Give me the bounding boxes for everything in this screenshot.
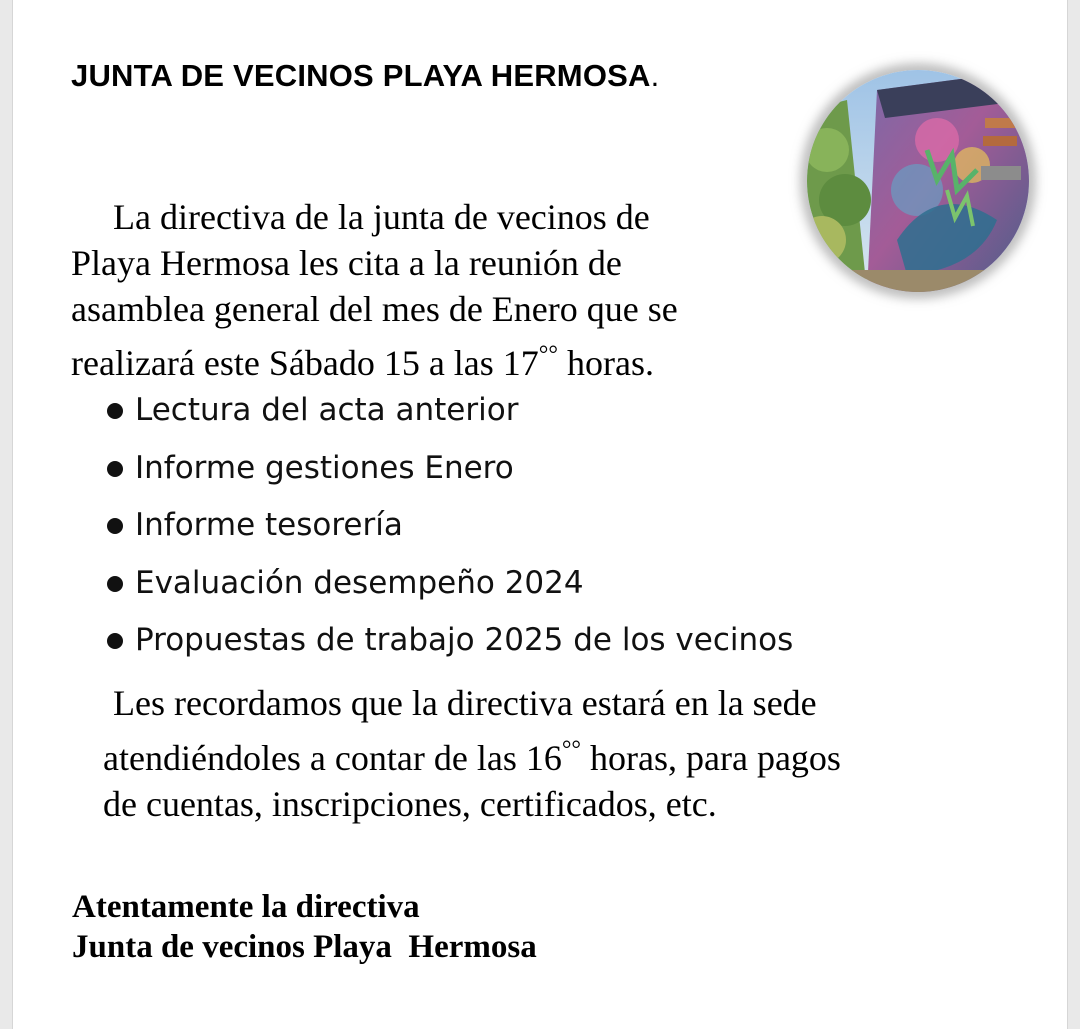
agenda-item — [105, 440, 793, 498]
document-title — [71, 58, 659, 94]
bullet-icon — [107, 403, 123, 419]
reminder-time-superscript: °° — [561, 736, 582, 763]
reminder-paragraph — [103, 680, 1003, 828]
intro-line-4 — [71, 332, 811, 386]
reminder-line-2 — [103, 727, 1003, 782]
intro-line-4-end: horas. — [558, 343, 654, 383]
agenda-item-label: Lectura del acta anterior — [135, 392, 519, 428]
bullet-icon — [107, 576, 123, 592]
intro-line-1: La directiva de la junta de vecinos de — [113, 197, 650, 237]
agenda-item — [105, 555, 793, 613]
intro-line-2: Playa Hermosa les cita a la reunión de — [71, 243, 622, 283]
title-text: JUNTA DE VECINOS PLAYA HERMOSA — [71, 58, 651, 93]
agenda-item-label: Informe tesorería — [135, 507, 403, 543]
bullet-icon — [107, 518, 123, 534]
signature-line-1: Atentamente la directiva — [72, 889, 420, 925]
agenda-list — [105, 382, 793, 670]
bullet-icon — [107, 633, 123, 649]
agenda-item — [105, 497, 793, 555]
intro-line-4-text: realizará este Sábado 15 a las 17 — [71, 343, 539, 383]
reminder-line-2-text: atendiéndoles a contar de las 16 — [103, 737, 562, 778]
bullet-icon — [107, 461, 123, 477]
agenda-item — [105, 382, 793, 440]
reminder-line-1: Les recordamos que la directiva estará en la sede — [113, 683, 817, 723]
agenda-item-label: Evaluación desempeño 2024 — [135, 564, 584, 601]
mural-image-icon — [807, 70, 1029, 292]
intro-paragraph — [71, 194, 811, 386]
document-page — [12, 0, 1068, 1029]
agenda-item — [105, 612, 793, 670]
reminder-line-2-end: horas, para pagos — [581, 737, 841, 778]
intro-time-superscript: °° — [538, 342, 558, 368]
agenda-item-label: Propuestas de trabajo 2025 de los vecinos — [135, 622, 794, 658]
signature-block — [72, 887, 537, 967]
agenda-item-label: Informe gestiones Enero — [135, 449, 514, 486]
title-period: . — [650, 58, 660, 93]
reminder-line-3: de cuentas, inscripciones, certificados, etc. — [103, 784, 717, 824]
intro-line-3: asamblea general del mes de Enero que se — [71, 289, 678, 329]
signature-line-2: Junta de vecinos Playa Hermosa — [72, 929, 537, 965]
mural-photo — [807, 70, 1029, 292]
